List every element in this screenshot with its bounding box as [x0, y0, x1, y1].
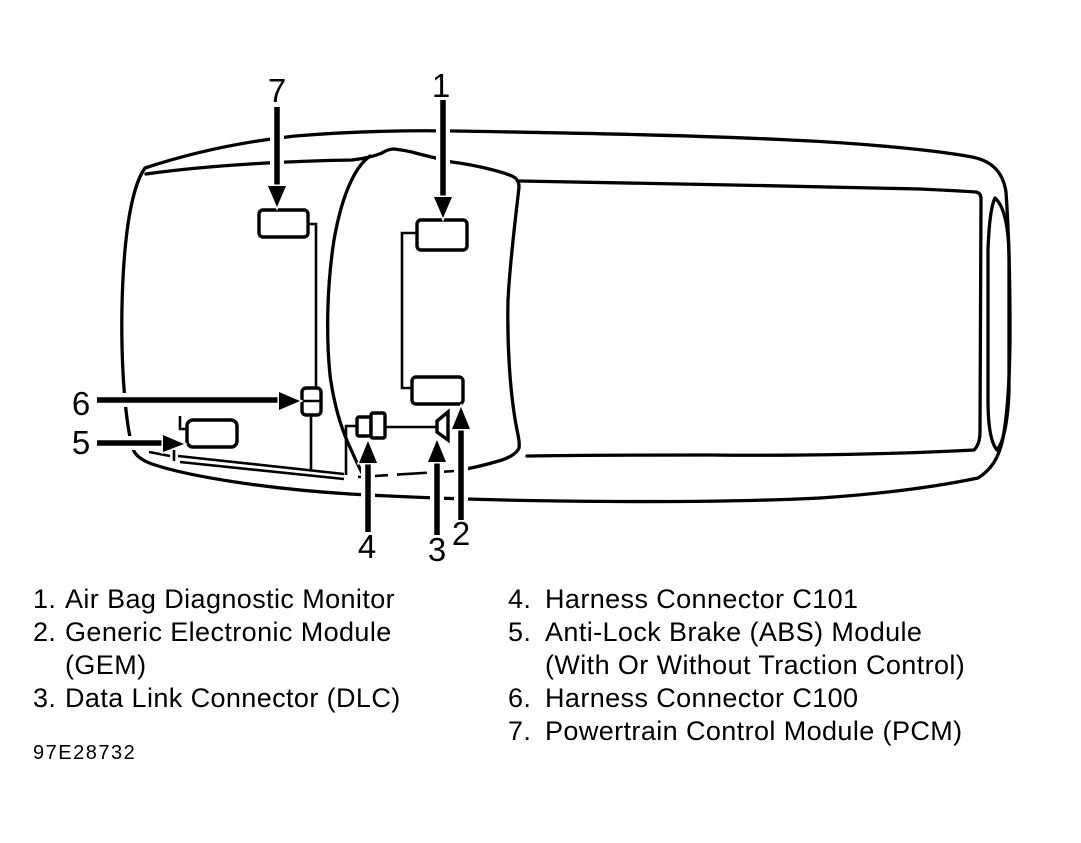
- callout-arrow-3: [428, 440, 446, 535]
- callout-label-2: 2: [451, 515, 471, 552]
- legend-item-4-text: Harness Connector C101: [545, 584, 859, 614]
- roof-trunk-inner-line: [520, 181, 981, 456]
- legend-item-4: [508, 583, 965, 616]
- callout-label-7: 7: [267, 72, 287, 109]
- gem-box: [412, 377, 463, 404]
- legend-item-5-text-line2: (With Or Without Traction Control): [545, 650, 966, 680]
- callout-arrow-6: [97, 392, 300, 410]
- harness-dash-front: [149, 452, 170, 456]
- legend-item-1-text: Air Bag Diagnostic Monitor: [65, 584, 396, 614]
- legend-item-2-number: 2.: [33, 617, 57, 647]
- legend-item-7-text: Powertrain Control Module (PCM): [545, 716, 963, 746]
- car-body-outline: [122, 131, 1010, 502]
- figure-code: 97E28732: [33, 742, 137, 764]
- callout-arrow-5: [97, 435, 184, 452]
- abs-module-box: [187, 420, 237, 447]
- pcm-box: [259, 210, 308, 237]
- legend-item-4-number: 4.: [508, 584, 532, 614]
- legend-item-3-number: 3.: [33, 683, 57, 713]
- legend-item-3-text: Data Link Connector (DLC): [65, 683, 401, 713]
- legend-item-5-text: Anti-Lock Brake (ABS) Module: [545, 617, 923, 647]
- callout-label-3: 3: [427, 531, 447, 568]
- harness-connector-c100: [302, 388, 321, 415]
- harness-connector-c101: [357, 413, 385, 438]
- dlc-connector: [437, 412, 448, 440]
- pcm-to-c100-wire: [308, 224, 316, 389]
- callout-label-5: 5: [71, 424, 91, 461]
- callout-label-1: 1: [431, 67, 451, 104]
- airbag-diagnostic-monitor-box: [417, 220, 467, 250]
- callout-label-4: 4: [357, 528, 377, 565]
- airbag-to-gem-wire: [402, 233, 417, 388]
- legend-item-7: [508, 715, 965, 748]
- legend-item-2: [33, 616, 401, 649]
- callout-arrow-7: [268, 107, 286, 207]
- legend-item-2-continuation: [33, 649, 401, 682]
- callout-arrow-2: [452, 407, 470, 520]
- legend-item-2-text-line2: (GEM): [65, 650, 147, 680]
- legend-item-5-continuation: [508, 649, 965, 682]
- legend-right-column: [508, 583, 965, 748]
- legend-item-6-number: 6.: [508, 683, 532, 713]
- legend-item-1: [33, 583, 401, 616]
- legend-left-column: [33, 583, 401, 715]
- legend-item-6: [508, 682, 965, 715]
- callout-label-6: 6: [71, 385, 91, 422]
- legend-item-5-number: 5.: [508, 617, 532, 647]
- callout-arrow-4: [359, 441, 377, 532]
- legend-item-6-text: Harness Connector C100: [545, 683, 859, 713]
- callout-arrow-1: [434, 100, 452, 218]
- legend-item-5: [508, 616, 965, 649]
- legend-item-7-number: 7.: [508, 716, 532, 746]
- legend-item-3: [33, 682, 401, 715]
- legend-item-1-number: 1.: [33, 584, 57, 614]
- legend-item-2-text: Generic Electronic Module: [65, 617, 392, 647]
